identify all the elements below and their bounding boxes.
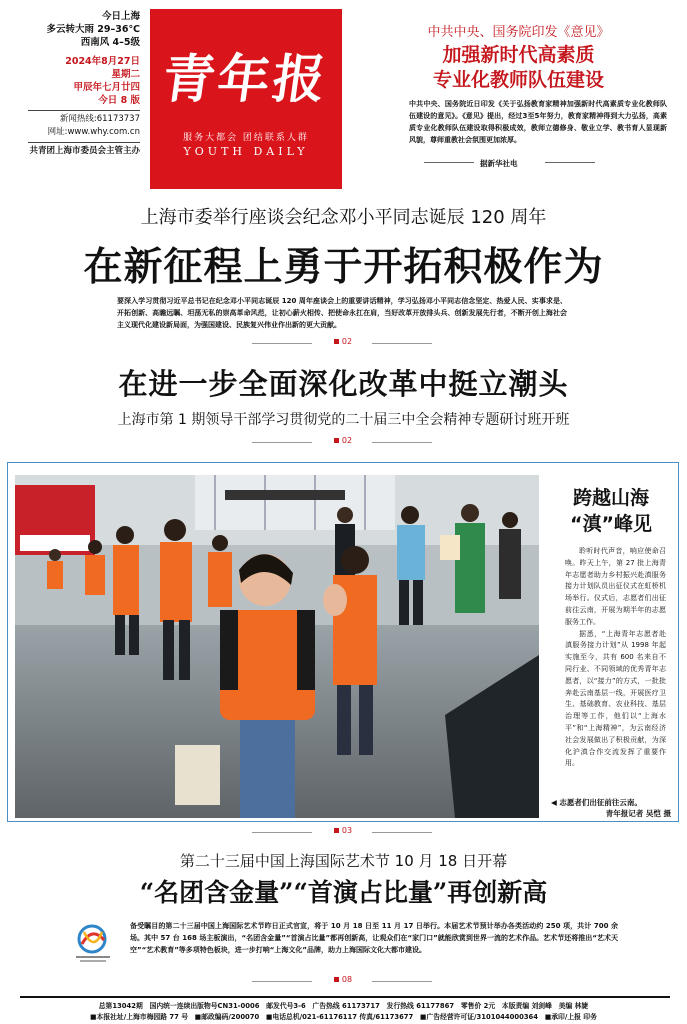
issue-page-count: 今日 8 版 <box>98 95 140 106</box>
photo-credit: 青年报记者 吴恺 摄 <box>605 809 671 818</box>
logo-motto: 服务大都会 团结联系人群 <box>183 133 309 143</box>
issue-weekday: 星期二 <box>111 69 140 80</box>
footer-contact-info: ■本报社址/上海市梅园路 77 号 ■邮政编码/200070 ■电话总机/021-61176117 传真/61173677 ■广告经营许可证/3101044000364 ■承印/上报 印务 <box>90 1013 597 1021</box>
issue-lunar-date: 甲辰年七月廿四 <box>73 82 140 93</box>
divider <box>372 832 432 833</box>
volunteers-photo[interactable] <box>15 475 539 818</box>
divider <box>372 981 432 982</box>
lead-story-body: 要深入学习贯彻习近平总书记在纪念邓小平同志诞辰 120 周年座谈会上的重要讲话精神，学习弘扬邓小平同志信念坚定、热爱人民、实事求是、开拓创新、高瞻远瞩、坦荡无私的崇高革命风范，让初心薪火相传、把使命永扛在肩，当好改革开放排头兵、创新发展先行者，不断开创上海社会主义现代化建设新局面，为强国建设、民族复兴伟业作出新的更大贡献。 <box>117 297 567 329</box>
photo-caption-block <box>551 797 671 819</box>
masthead-info <box>28 10 140 158</box>
second-story-subhead: 上海市第 1 期领导干部学习贯彻党的二十届三中全会精神专题研讨班开班 <box>117 412 570 428</box>
footer-publication-info: 总第13042期 国内统一连续出版物号CN31-0006 邮发代号3-6 广告热线 61173717 发行热线 61177867 零售价 2元 本版责编 刘剑峰 美编 林婕 <box>98 1002 589 1010</box>
sponsor: 共青团上海市委员会主管主办 <box>28 142 140 158</box>
logo-title: 青年报 <box>158 49 333 110</box>
footer-divider <box>20 996 670 998</box>
weather-city: 今日上海 <box>101 11 140 22</box>
logo-english: YOUTH DAILY <box>183 145 309 158</box>
photo-story-title-1[interactable]: 跨越山海 <box>572 487 649 509</box>
photo-caption: ◀ 志愿者们出征前往云南。 <box>551 798 642 807</box>
lead-story-page-ref[interactable]: 02 <box>318 337 368 346</box>
divider <box>252 442 312 443</box>
issue-date: 2024年8月27日 <box>65 56 140 67</box>
top-story-headline-1[interactable]: 加强新时代高素质 <box>442 44 595 66</box>
arts-story-kicker: 第二十三届中国上海国际艺术节 10 月 18 日开幕 <box>179 852 508 870</box>
news-hotline: 新闻热线:61173737 <box>28 110 140 126</box>
second-story-page-ref[interactable]: 02 <box>318 436 368 445</box>
top-story-source: 据新华社电 <box>480 159 518 168</box>
divider <box>424 162 474 163</box>
arts-story-body: 备受瞩目的第二十三届中国上海国际艺术节昨日正式官宣，将于 10 月 18 日至 11 月 17 日举行。本届艺术节预计举办各类活动约 250 项，共计 700 余场。其中 57 台 168 场主板演出，“名团含金量”“首演占比量”都再创新高，让观众们在“家门口”就能欣赏到世界一流的艺术作品。艺术节还将推出“艺术天空”“艺术教育”等多项特色板块，进一步打响“上海文化”品牌，助力上海国际文化大都市建设。 <box>130 922 618 954</box>
photo-story-paragraph: 聆听时代声音，响应使命召唤。昨天上午，第 27 批上海青年志愿者助力乡村振兴赴滇服务接力计划队员出征仪式在虹桥机场举行。仪式后，志愿者们出征前往云南，开展为期半年的志愿服务工作。 <box>565 547 666 626</box>
top-story-body: 中共中央、国务院近日印发《关于弘扬教育家精神加强新时代高素质专业化教师队伍建设的意见》。《意见》提出，经过3至5年努力，教育家精神得到大力弘扬，高素质专业化教师队伍建设取得积极成效，教师立德修身、敬业立学、教书育人显现新风貌，尊师重教社会氛围更加浓厚。 <box>409 100 667 144</box>
divider <box>372 442 432 443</box>
arts-festival-logo-icon <box>70 922 118 964</box>
second-story-headline[interactable]: 在进一步全面深化改革中挺立潮头 <box>118 367 569 401</box>
weather-condition: 多云转大雨 29–36℃ <box>46 24 140 35</box>
lead-story-headline[interactable]: 在新征程上勇于开拓积极作为 <box>83 245 604 290</box>
newspaper-logo <box>150 9 342 189</box>
website[interactable]: 网址:www.why.com.cn <box>47 127 140 137</box>
photo-story-paragraph: 据悉，“上海青年志愿者赴滇服务接力计划”从 1998 年起实施至今，共有 600 名来自不同行业、不同领域的优秀青年志愿者，以“接力”的方式，一批批奔赴云南基层一线，开展医疗卫生、基础教育、农业科技、基层治理等工作，他们以“上海水平”和“上海精神”，为云南经济社会发展做出了积极贡献，为深化沪滇合作交流发挥了重要作用。 <box>565 629 666 768</box>
arts-story-page-ref[interactable]: 08 <box>318 975 368 984</box>
divider <box>252 832 312 833</box>
photo-story-body <box>565 546 666 770</box>
photo-story-title-2[interactable]: “滇”峰见 <box>570 513 652 535</box>
divider <box>545 162 595 163</box>
weather-wind: 西南风 4–5级 <box>80 37 140 48</box>
top-story-kicker: 中共中央、国务院印发《意见》 <box>427 25 610 40</box>
divider <box>252 343 312 344</box>
lead-story-kicker: 上海市委举行座谈会纪念邓小平同志诞辰 120 周年 <box>140 207 547 228</box>
arts-story-headline[interactable]: “名团含金量”“首演占比量”再创新高 <box>139 878 548 907</box>
photo-story-page-ref[interactable]: 03 <box>318 826 368 835</box>
divider <box>372 343 432 344</box>
top-story-headline-2[interactable]: 专业化教师队伍建设 <box>432 69 604 91</box>
divider <box>252 981 312 982</box>
